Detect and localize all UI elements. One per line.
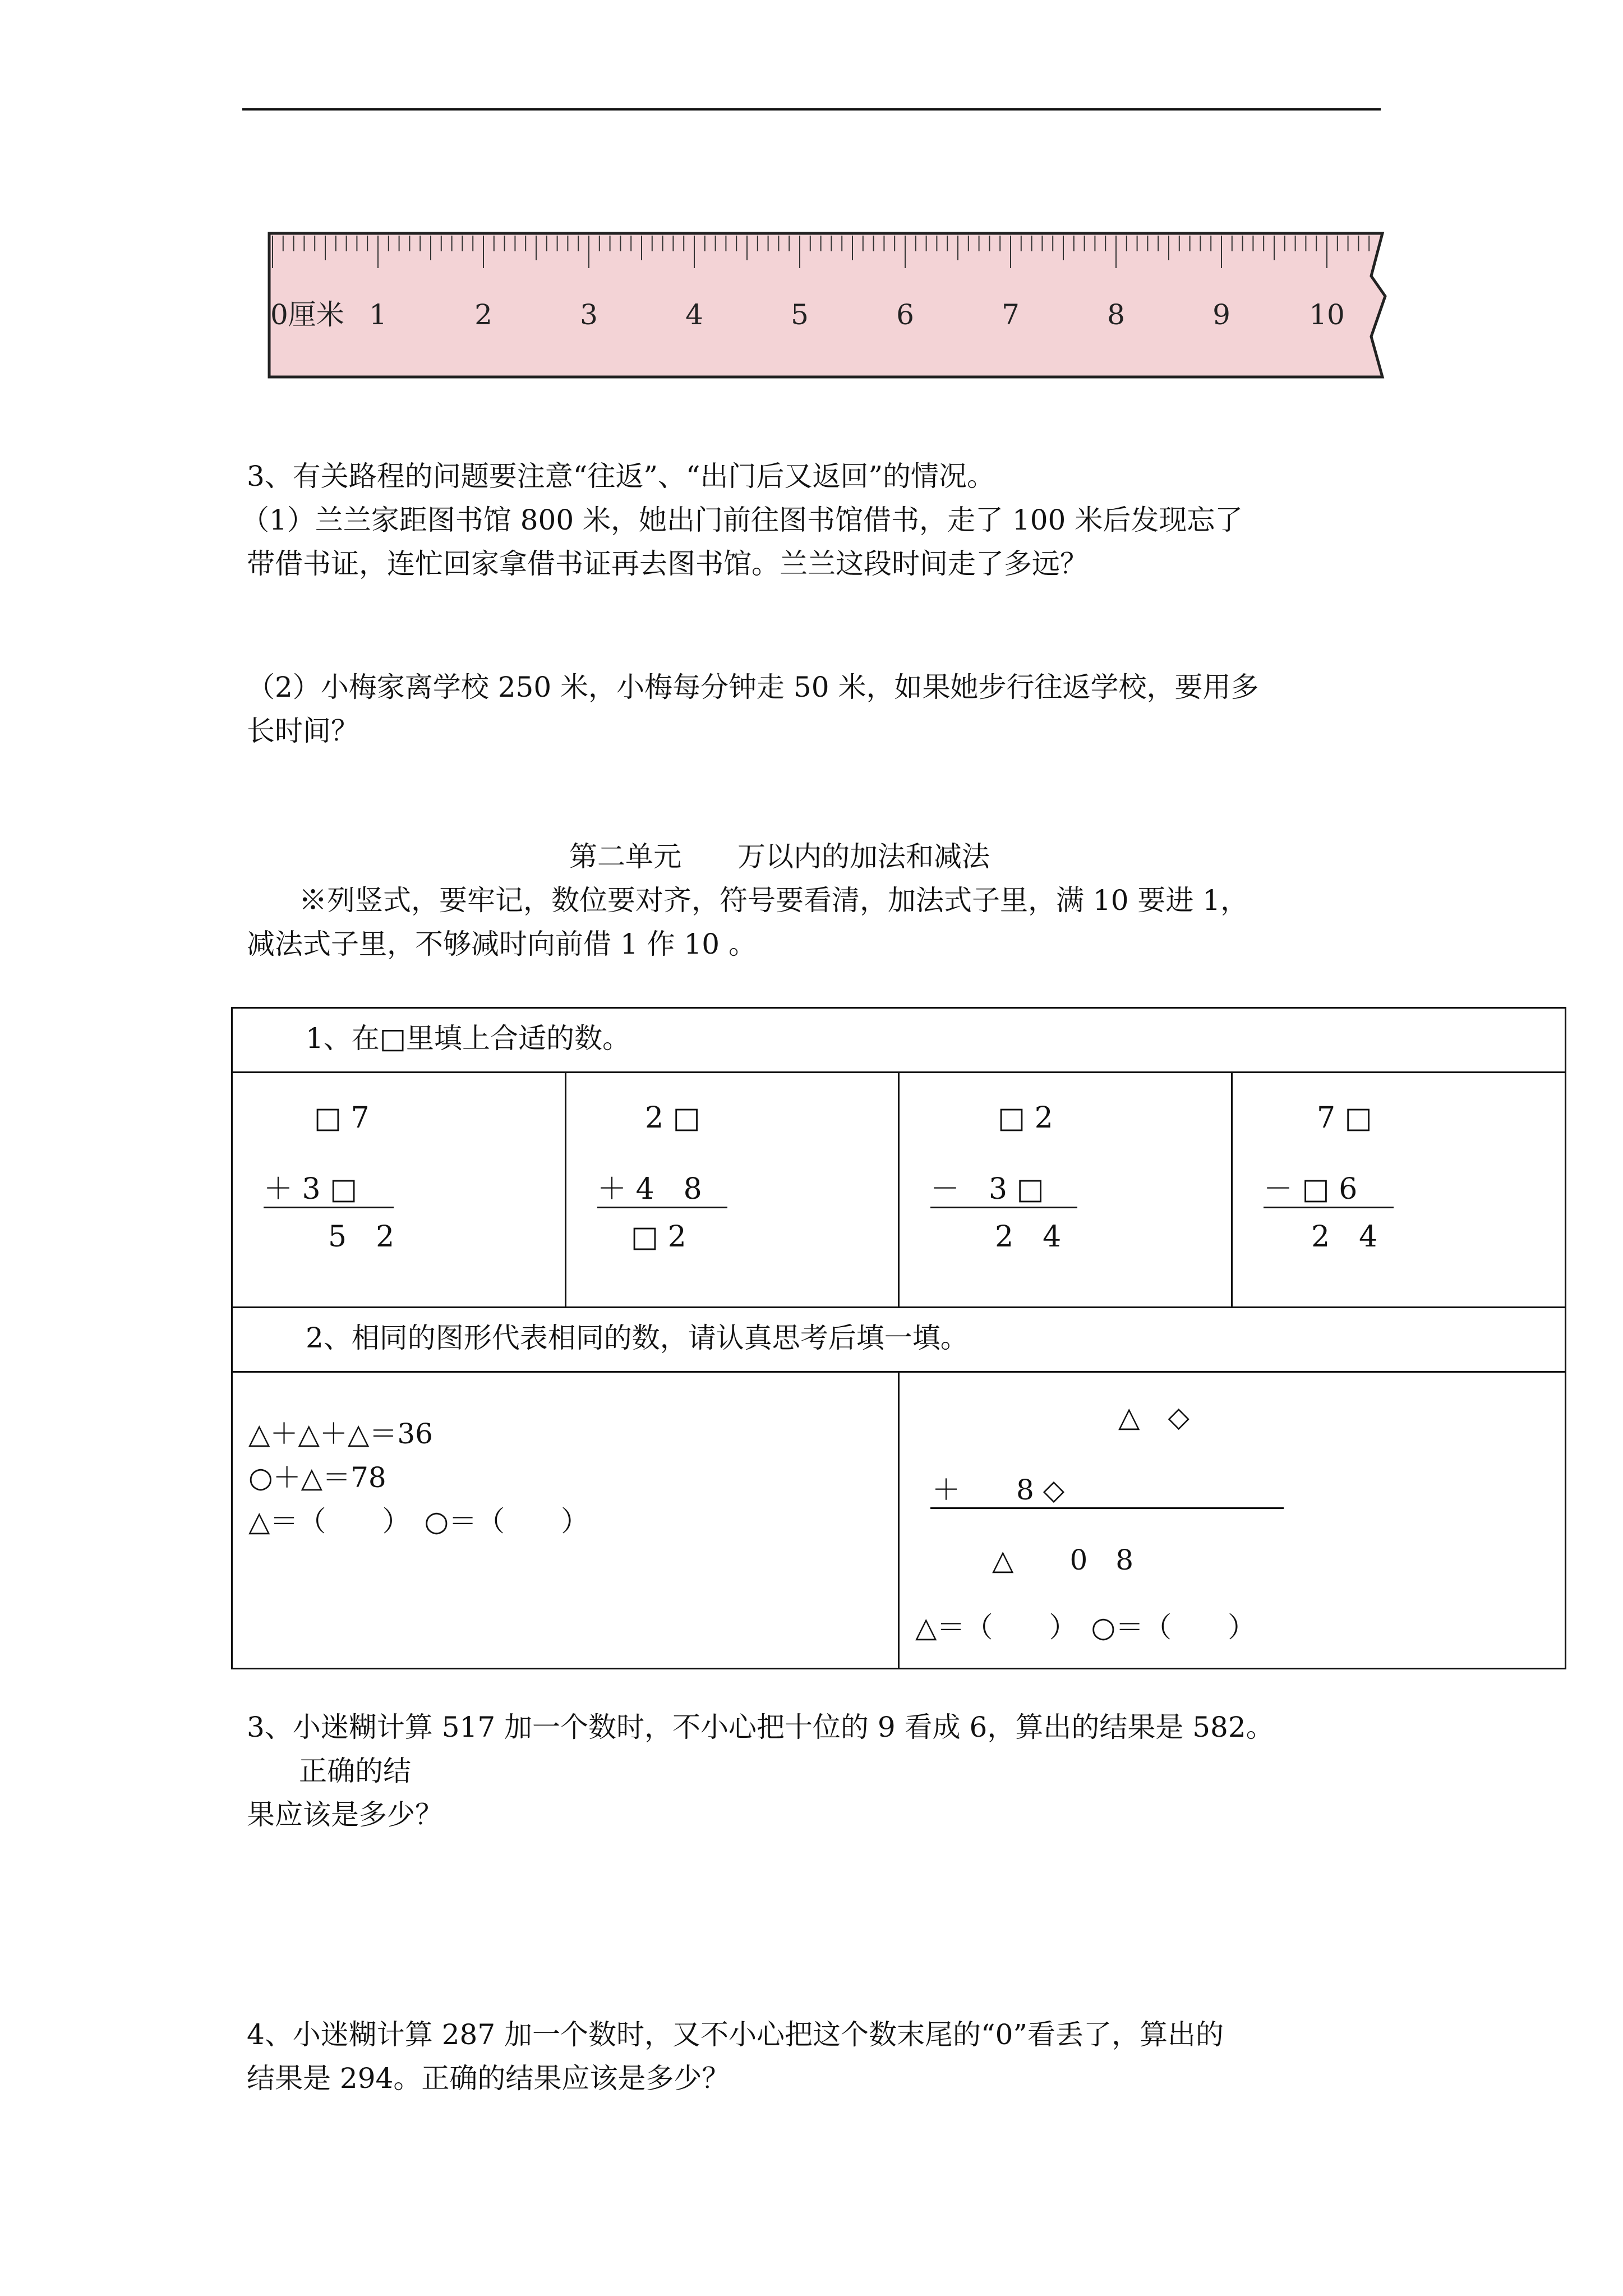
ruler-number: 7 [1002, 298, 1020, 331]
problem-2-underline [597, 1207, 727, 1208]
problem-3-underline [930, 1207, 1077, 1208]
ruler-number: 9 [1212, 298, 1230, 331]
ruler [264, 230, 1396, 381]
shape-vertical-top: △ ◇ [1118, 1401, 1189, 1433]
header-rule [242, 108, 1381, 111]
problem-1-operation: ＋ 3 □ [264, 1172, 358, 1206]
table-row-1-label: 1、在□里填上合适的数。 [306, 1022, 631, 1055]
ruler-number: 6 [896, 298, 914, 331]
q4-line1: 4、小迷糊计算 287 加一个数时，又不小心把这个数末尾的“0”看丢了，算出的 [247, 2018, 1224, 2051]
problem-4-top: 7 □ [1317, 1101, 1372, 1135]
shape-equation-1: △＋△＋△＝36 [248, 1418, 433, 1450]
q3-2-line2: 长时间？ [247, 715, 359, 747]
shape-vertical-cell [899, 1372, 1566, 1669]
unit2-title: 第二单元 万以内的加法和减法 [569, 840, 990, 873]
q3b-line2: 正确的结 [299, 1755, 411, 1787]
shape-vertical-operation: ＋ 8 ◇ [932, 1474, 1065, 1506]
shape-vertical-underline [930, 1507, 1284, 1509]
problem-4-operation: － □ 6 [1264, 1172, 1358, 1206]
problem-3-top: □ 2 [998, 1101, 1053, 1135]
problem-3-operation: － 3 □ [930, 1172, 1044, 1206]
ruler-number: 5 [791, 298, 809, 331]
problem-2-result: □ 2 [631, 1220, 686, 1254]
q3-2-line1: （2）小梅家离学校 250 米，小梅每分钟走 50 米，如果她步行往返学校，要用多 [247, 671, 1259, 703]
q3-1-line1: （1）兰兰家距图书馆 800 米，她出门前往图书馆借书，走了 100 米后发现忘了 [241, 504, 1243, 536]
unit2-note-line1: ※列竖式，要牢记，数位要对齐，符号要看清，加法式子里，满 10 要进 1， [299, 884, 1249, 917]
vertical-problem-3 [899, 1073, 1232, 1308]
ruler-unit-label: 0厘米 [270, 298, 344, 331]
ruler-number: 2 [474, 298, 492, 331]
ruler-number: 8 [1107, 298, 1125, 331]
ruler-number: 3 [580, 298, 598, 331]
shape-equation-2: ○＋△＝78 [248, 1461, 386, 1494]
q3-heading: 3、有关路程的问题要注意“往返”、“出门后又返回”的情况。 [247, 460, 995, 493]
q3-1-line2: 带借书证，连忙回家拿借书证再去图书馆。兰兰这段时间走了多远？ [247, 547, 1088, 580]
ruler-number: 4 [685, 298, 703, 331]
problem-1-top: □ 7 [314, 1101, 370, 1135]
ruler-number: 10 [1309, 298, 1345, 331]
q3b-line1: 3、小迷糊计算 517 加一个数时，不小心把十位的 9 看成 6，算出的结果是 582。 [247, 1711, 1274, 1743]
shape-answer-right: △＝（ ） ○＝（ ） [915, 1611, 1256, 1644]
q3b-line3: 果应该是多少？ [247, 1798, 443, 1831]
shape-equations-cell [232, 1372, 899, 1669]
ruler-number: 1 [369, 298, 387, 331]
table-row-2-header [232, 1308, 1566, 1372]
vertical-problem-4 [1232, 1073, 1566, 1308]
unit2-note-line2: 减法式子里，不够减时向前借 1 作 10 。 [247, 928, 757, 960]
problem-4-result: 2 4 [1311, 1220, 1378, 1254]
vertical-problem-2 [566, 1073, 899, 1308]
q4-line2: 结果是 294。正确的结果应该是多少？ [247, 2062, 730, 2095]
problem-2-top: 2 □ [645, 1101, 700, 1135]
worksheet-table [231, 1007, 1566, 1669]
problem-4-underline [1264, 1207, 1394, 1208]
problem-1-result: 5 2 [328, 1220, 395, 1254]
shape-answer-left: △＝（ ） ○＝（ ） [248, 1505, 589, 1538]
problem-3-result: 2 4 [995, 1220, 1062, 1254]
problem-1-underline [264, 1207, 394, 1208]
table-row-2-label: 2、相同的图形代表相同的数，请认真思考后填一填。 [306, 1322, 969, 1354]
table-row-1-header [232, 1008, 1566, 1073]
vertical-problem-1 [232, 1073, 566, 1308]
shape-vertical-result: △ 0 8 [992, 1544, 1134, 1576]
problem-2-operation: ＋ 4 8 [597, 1172, 702, 1206]
